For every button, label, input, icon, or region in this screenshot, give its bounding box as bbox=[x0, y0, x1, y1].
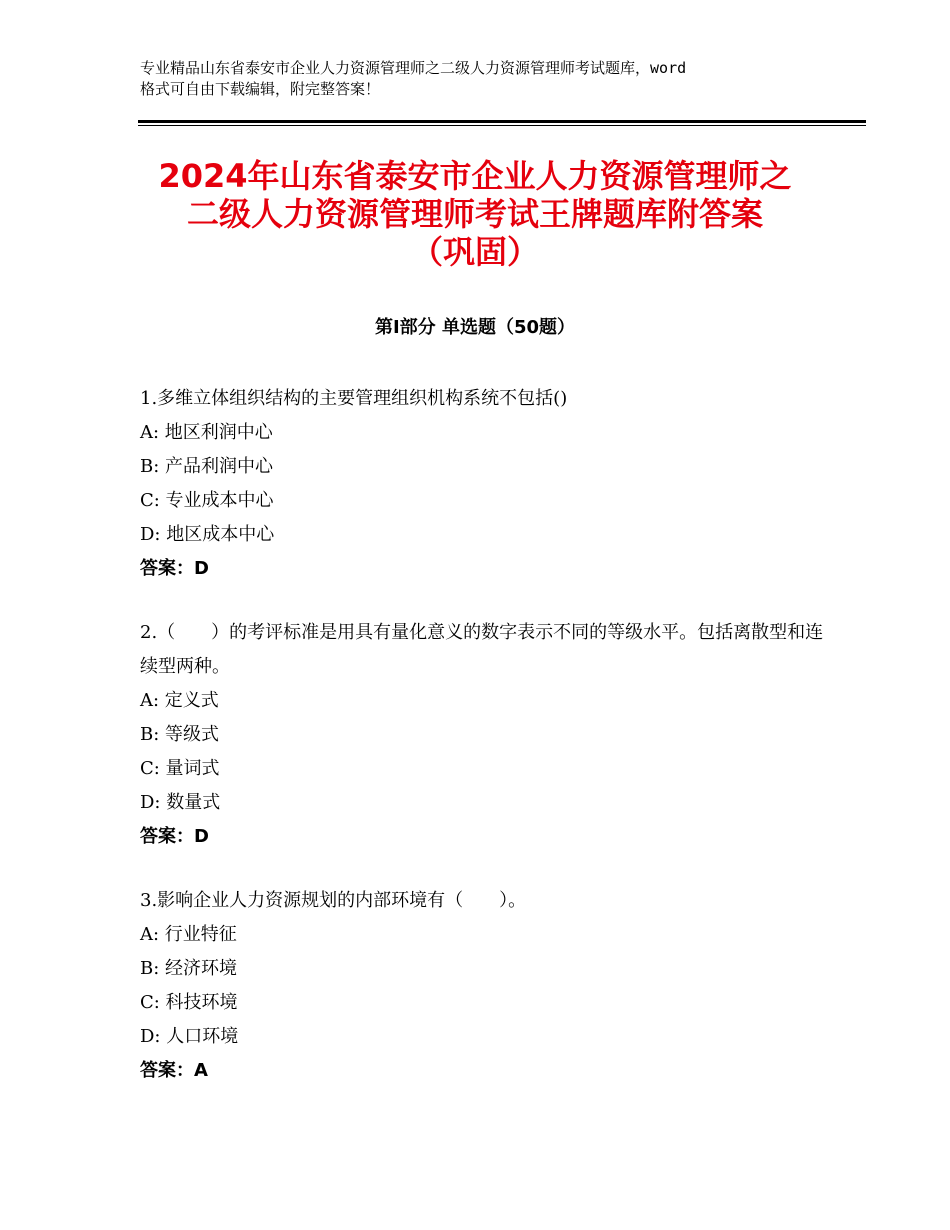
option-a: A: 定义式 bbox=[140, 690, 219, 711]
question-stem: 1.多维立体组织结构的主要管理组织机构系统不包括() bbox=[140, 388, 568, 409]
header-note-line-1: 专业精品山东省泰安市企业人力资源管理师之二级人力资源管理师考试题库，word bbox=[140, 59, 687, 77]
question-stem: 2.（ ）的考评标准是用具有量化意义的数字表示不同的等级水平。包括离散型和连续型两种。 bbox=[140, 622, 824, 677]
option-c: C: 专业成本中心 bbox=[140, 490, 274, 511]
answer: 答案：D bbox=[140, 826, 209, 847]
document-title-line-2: 二级人力资源管理师考试王牌题库附答案 bbox=[186, 195, 763, 233]
option-d: D: 人口环境 bbox=[140, 1026, 239, 1047]
option-b: B: 经济环境 bbox=[140, 958, 238, 979]
question-list bbox=[140, 382, 840, 1118]
question-stem: 3.影响企业人力资源规划的内部环境有（ ）。 bbox=[140, 890, 527, 911]
question-2 bbox=[140, 616, 840, 854]
document-title bbox=[120, 157, 830, 271]
section-heading: 第Ⅰ部分 单选题（50题） bbox=[374, 317, 575, 338]
option-c: C: 量词式 bbox=[140, 758, 220, 779]
header-note bbox=[140, 58, 840, 100]
option-a: A: 行业特征 bbox=[140, 924, 237, 945]
answer: 答案：D bbox=[140, 558, 209, 579]
option-b: B: 等级式 bbox=[140, 724, 220, 745]
question-3 bbox=[140, 884, 840, 1088]
question-1 bbox=[140, 382, 840, 586]
option-b: B: 产品利润中心 bbox=[140, 456, 274, 477]
document-title-line-1: 2024年山东省泰安市企业人力资源管理师之 bbox=[158, 157, 792, 195]
header-note-line-2: 格式可自由下载编辑，附完整答案！ bbox=[140, 80, 381, 98]
option-d: D: 地区成本中心 bbox=[140, 524, 275, 545]
header-divider-thin bbox=[138, 125, 866, 126]
answer: 答案：A bbox=[140, 1060, 208, 1081]
option-d: D: 数量式 bbox=[140, 792, 221, 813]
document-title-line-3: （巩固） bbox=[410, 233, 539, 271]
header-divider-thick bbox=[138, 120, 866, 123]
option-a: A: 地区利润中心 bbox=[140, 422, 273, 443]
option-c: C: 科技环境 bbox=[140, 992, 238, 1013]
